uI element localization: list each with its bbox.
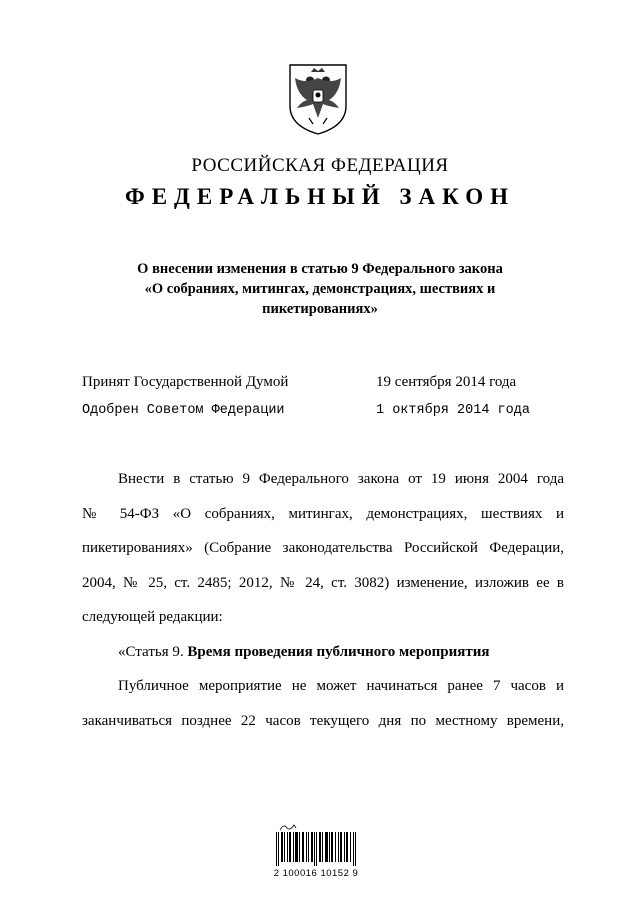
law-subject-line: «О собраниях, митингах, демонстрациях, шествиях и — [144, 281, 496, 297]
adoption-date: 19 сентября 2014 года — [376, 374, 517, 390]
law-subject-line: пикетированиях» — [262, 301, 378, 317]
article-title: Время проведения публичного мероприятия — [187, 643, 490, 660]
adoption-date: 1 октября 2014 года — [376, 403, 530, 418]
body-line: Публичное мероприятие не может начинаться ранее 7 часов и — [118, 678, 564, 694]
law-subject — [120, 259, 520, 319]
signature-mark-icon — [278, 822, 298, 832]
adoption-label: Одобрен Советом Федерации — [82, 403, 285, 418]
country-name: РОССИЙСКАЯ ФЕДЕРАЦИЯ — [191, 155, 449, 176]
body-line: № 54-ФЗ «О собраниях, митингах, демонстрациях, шествиях и — [82, 505, 564, 522]
law-title: ФЕДЕРАЛЬНЫЙ ЗАКОН — [124, 184, 516, 209]
law-body — [82, 462, 564, 738]
adoption-label: Принят Государственной Думой — [82, 374, 289, 390]
article-heading — [82, 635, 564, 670]
body-line: пикетированиях» (Собрание законодательства Российской Федерации, — [82, 540, 564, 556]
barcode-number: 2 100016 10152 9 — [273, 868, 359, 879]
article-number: «Статья 9. — [118, 643, 184, 660]
law-subject-line: О внесении изменения в статью 9 Федерального закона — [137, 261, 503, 277]
barcode-icon — [276, 832, 356, 866]
coat-of-arms-icon — [287, 62, 349, 136]
body-line: 2004, № 25, ст. 2485; 2012, № 24, ст. 3082) изменение, изложив ее в — [82, 574, 564, 591]
body-line: следующей редакции: — [82, 609, 223, 625]
barcode — [266, 822, 366, 882]
body-line: заканчиваться позднее 22 часов текущего дня по местному времени, — [82, 712, 564, 729]
body-line: Внести в статью 9 Федерального закона от 19 июня 2004 года — [118, 471, 564, 487]
